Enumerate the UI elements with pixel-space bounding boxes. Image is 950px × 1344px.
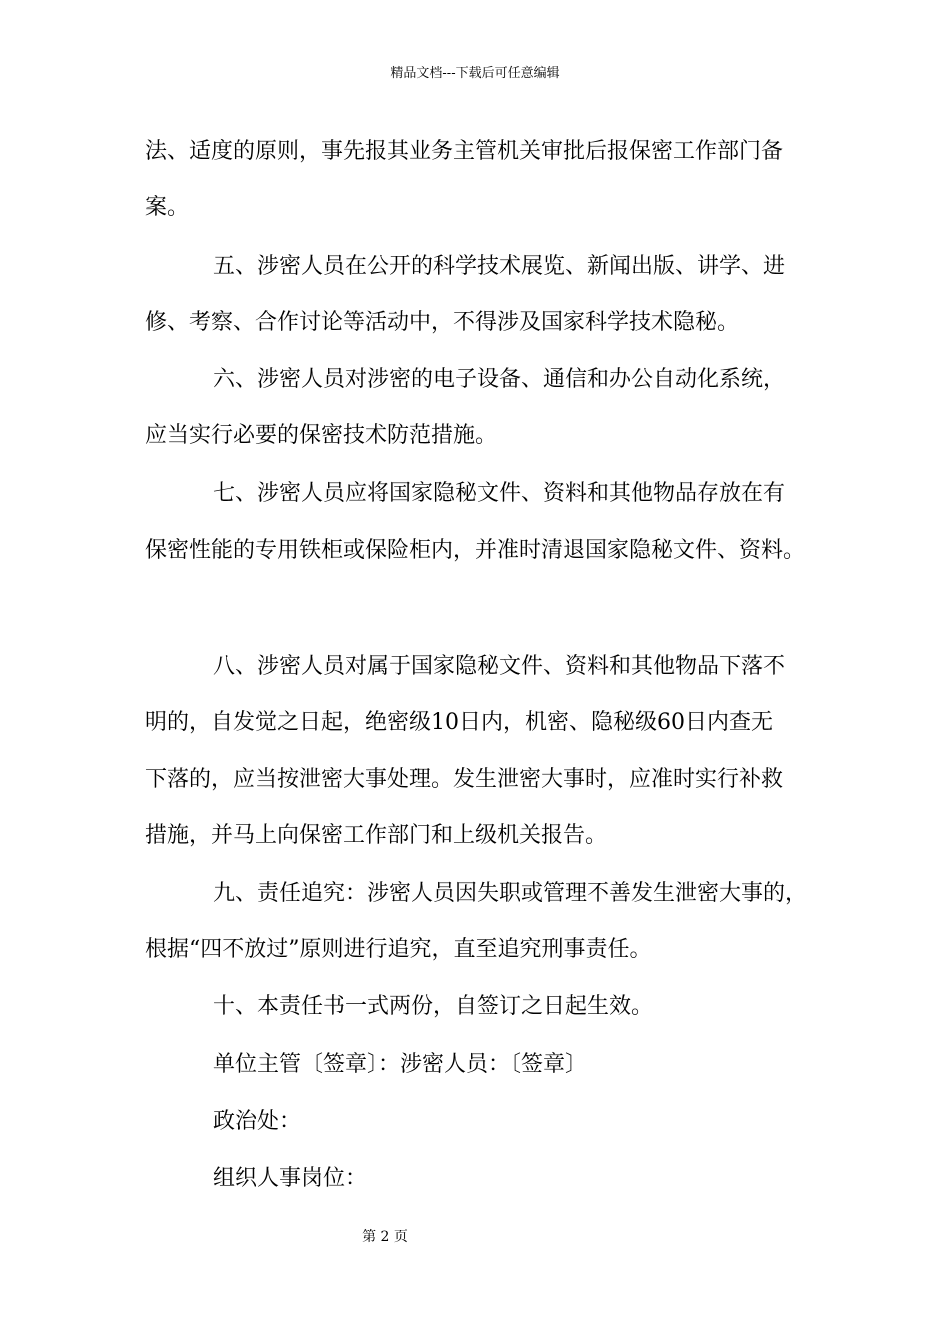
paragraph-10-line: 十、本责任书一式两份，自签订之日起生效。	[213, 994, 654, 1019]
body-line: 案。	[145, 195, 190, 220]
paragraph-9-line: 九、责任追究：涉密人员因失职或管理不善发生泄密大事的，	[213, 881, 808, 906]
signature-line-personnel: 组织人事岗位：	[213, 1166, 368, 1191]
page-header: 精品文档---下载后可任意编辑	[390, 66, 560, 81]
body-line: 明的，自发觉之日起，绝密级10日内，机密、隐秘级60日内查无	[145, 710, 773, 735]
page-number: 第 2 页	[362, 1229, 408, 1245]
body-line: 应当实行必要的保密技术防范措施。	[145, 423, 498, 448]
paragraph-8-line: 八、涉密人员对属于国家隐秘文件、资料和其他物品下落不	[213, 654, 786, 679]
body-line: 法、适度的原则，事先报其业务主管机关审批后报保密工作部门备	[145, 139, 784, 164]
signature-line-political-office: 政治处：	[213, 1109, 302, 1134]
body-line: 下落的，应当按泄密大事处理。发生泄密大事时，应准时实行补救	[145, 767, 784, 792]
body-line: 根据“四不放过”原则进行追究，直至追究刑事责任。	[145, 937, 652, 962]
paragraph-5-line: 五、涉密人员在公开的科学技术展览、新闻出版、讲学、进	[213, 254, 786, 279]
signature-line-supervisor: 单位主管〔签章〕：涉密人员：〔签章〕	[213, 1052, 588, 1077]
body-line: 措施，并马上向保密工作部门和上级机关报告。	[145, 823, 608, 848]
paragraph-6-line: 六、涉密人员对涉密的电子设备、通信和办公自动化系统，	[213, 367, 786, 392]
paragraph-7-line: 七、涉密人员应将国家隐秘文件、资料和其他物品存放在有	[213, 481, 786, 506]
body-line: 修、考察、合作讨论等活动中，不得涉及国家科学技术隐秘。	[145, 310, 740, 335]
body-line: 保密性能的专用铁柜或保险柜内，并准时清退国家隐秘文件、资料。	[145, 538, 806, 563]
